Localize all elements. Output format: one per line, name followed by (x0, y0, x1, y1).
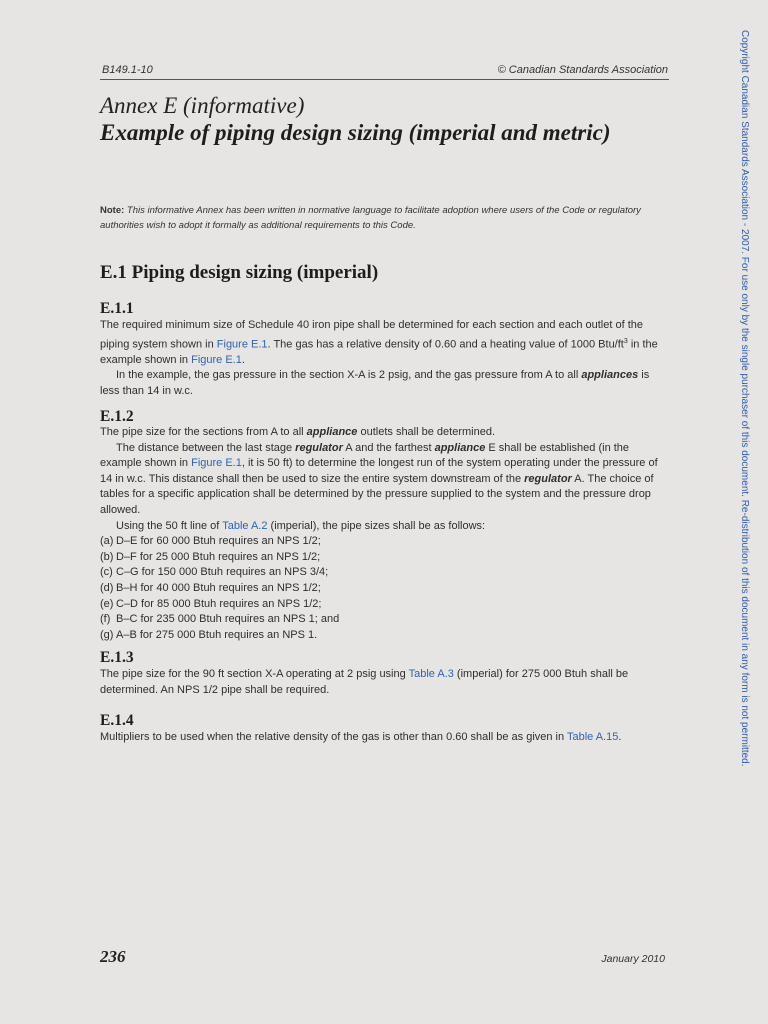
annex-title: Example of piping design sizing (imperial and metric) (100, 120, 611, 145)
standard-code: B149.1-10 (102, 64, 153, 76)
clause-body-e113 (100, 667, 670, 698)
figure-link[interactable]: Figure E.1 (216, 338, 268, 351)
paragraph: The pipe size for the sections from A to all appliance outlets shall be determined. (100, 426, 496, 438)
table-link[interactable]: Table A.3 (408, 668, 454, 680)
header-rule (100, 79, 669, 80)
publication-date: January 2010 (601, 953, 665, 965)
list-item: (d) B–H for 40 000 Btuh requires an NPS 1/2; (100, 581, 321, 594)
list-item: (a) D–E for 60 000 Btuh requires an NPS 1/2; (100, 535, 321, 548)
clause-heading-e112: E.1.2 (100, 408, 134, 425)
clause-heading-e114: E.1.4 (100, 712, 134, 729)
figure-link[interactable]: Figure E.1 (191, 353, 242, 366)
clause-body-e114 (100, 730, 670, 746)
copyright-sidebar: Copyright Canadian Standards Association - 2007. For use only by the single purchaser of this document. Re-distribution of this document in any form is not permitted. (739, 30, 750, 767)
paragraph: The pipe size for the 90 ft section X-A operating at 2 psig using Table A.3 (imperial) for 275 000 Btuh shall be determined. An NPS 1/2 pipe shall be required. (100, 668, 629, 696)
paragraph: In the example, the gas pressure in the section X-A is 2 psig, and the gas pressure from A to all appliances is less than 14 in w.c. (100, 369, 650, 398)
list-item: (g) A–B for 275 000 Btuh requires an NPS 1. (100, 628, 318, 641)
note-label: Note: (100, 205, 125, 216)
list-item: (e) C–D for 85 000 Btuh requires an NPS 1/2; (100, 597, 322, 610)
paragraph: Using the 50 ft line of Table A.2 (imperial), the pipe sizes shall be as follows: (116, 519, 486, 532)
clause-body-e111 (100, 318, 670, 400)
figure-link[interactable]: Figure E.1 (191, 457, 242, 470)
paragraph: The distance between the last stage regulator A and the farthest appliance E shall be established (in the example shown in Figure E.1, it is 50 ft) to determine the longest run of the system operating under the pressure of 14 in w.c. This distance shall then be used to size the entire system downstream of the regulator A. The choice of tables for a specific application shall be determined by the pressure supplied to the system and the pressure drop allowed. (100, 441, 658, 516)
table-link[interactable]: Table A.15 (566, 731, 619, 743)
table-link[interactable]: Table A.2 (222, 519, 268, 532)
note-text: This informative Annex has been written in normative language to facilitate adoption where users of the Code or regulatory authorities wish to adopt it formally as additional requirements to this Code. (100, 205, 641, 231)
annex-label: Annex E (informative) (100, 93, 305, 118)
list-item: (b) D–F for 25 000 Btuh requires an NPS 1/2; (100, 550, 321, 563)
paragraph: The required minimum size of Schedule 40 iron pipe shall be determined for each section and each outlet of the piping system shown in Figure E.1. The gas has a relative density of 0.60 and a heating value of 1000 Btu/$ft^3$ in the example shown in Figure E.1. (100, 319, 658, 366)
publisher: © Canadian Standards Association (497, 64, 668, 76)
list-item: (f) B–C for 235 000 Btuh requires an NPS 1; and (100, 613, 340, 626)
paragraph: Multipliers to be used when the relative density of the gas is other than 0.60 shall be as given in Table A.15. (100, 731, 622, 743)
section-title: E.1 Piping design sizing (imperial) (100, 262, 379, 283)
pipe-size-list (100, 534, 670, 643)
clause-heading-e111: E.1.1 (100, 300, 134, 317)
clause-heading-e113: E.1.3 (100, 649, 134, 666)
list-item: (c) C–G for 150 000 Btuh requires an NPS 3/4; (100, 566, 329, 579)
clause-body-e112 (100, 425, 670, 643)
page-number: 236 (100, 947, 126, 966)
informative-note (100, 203, 670, 233)
